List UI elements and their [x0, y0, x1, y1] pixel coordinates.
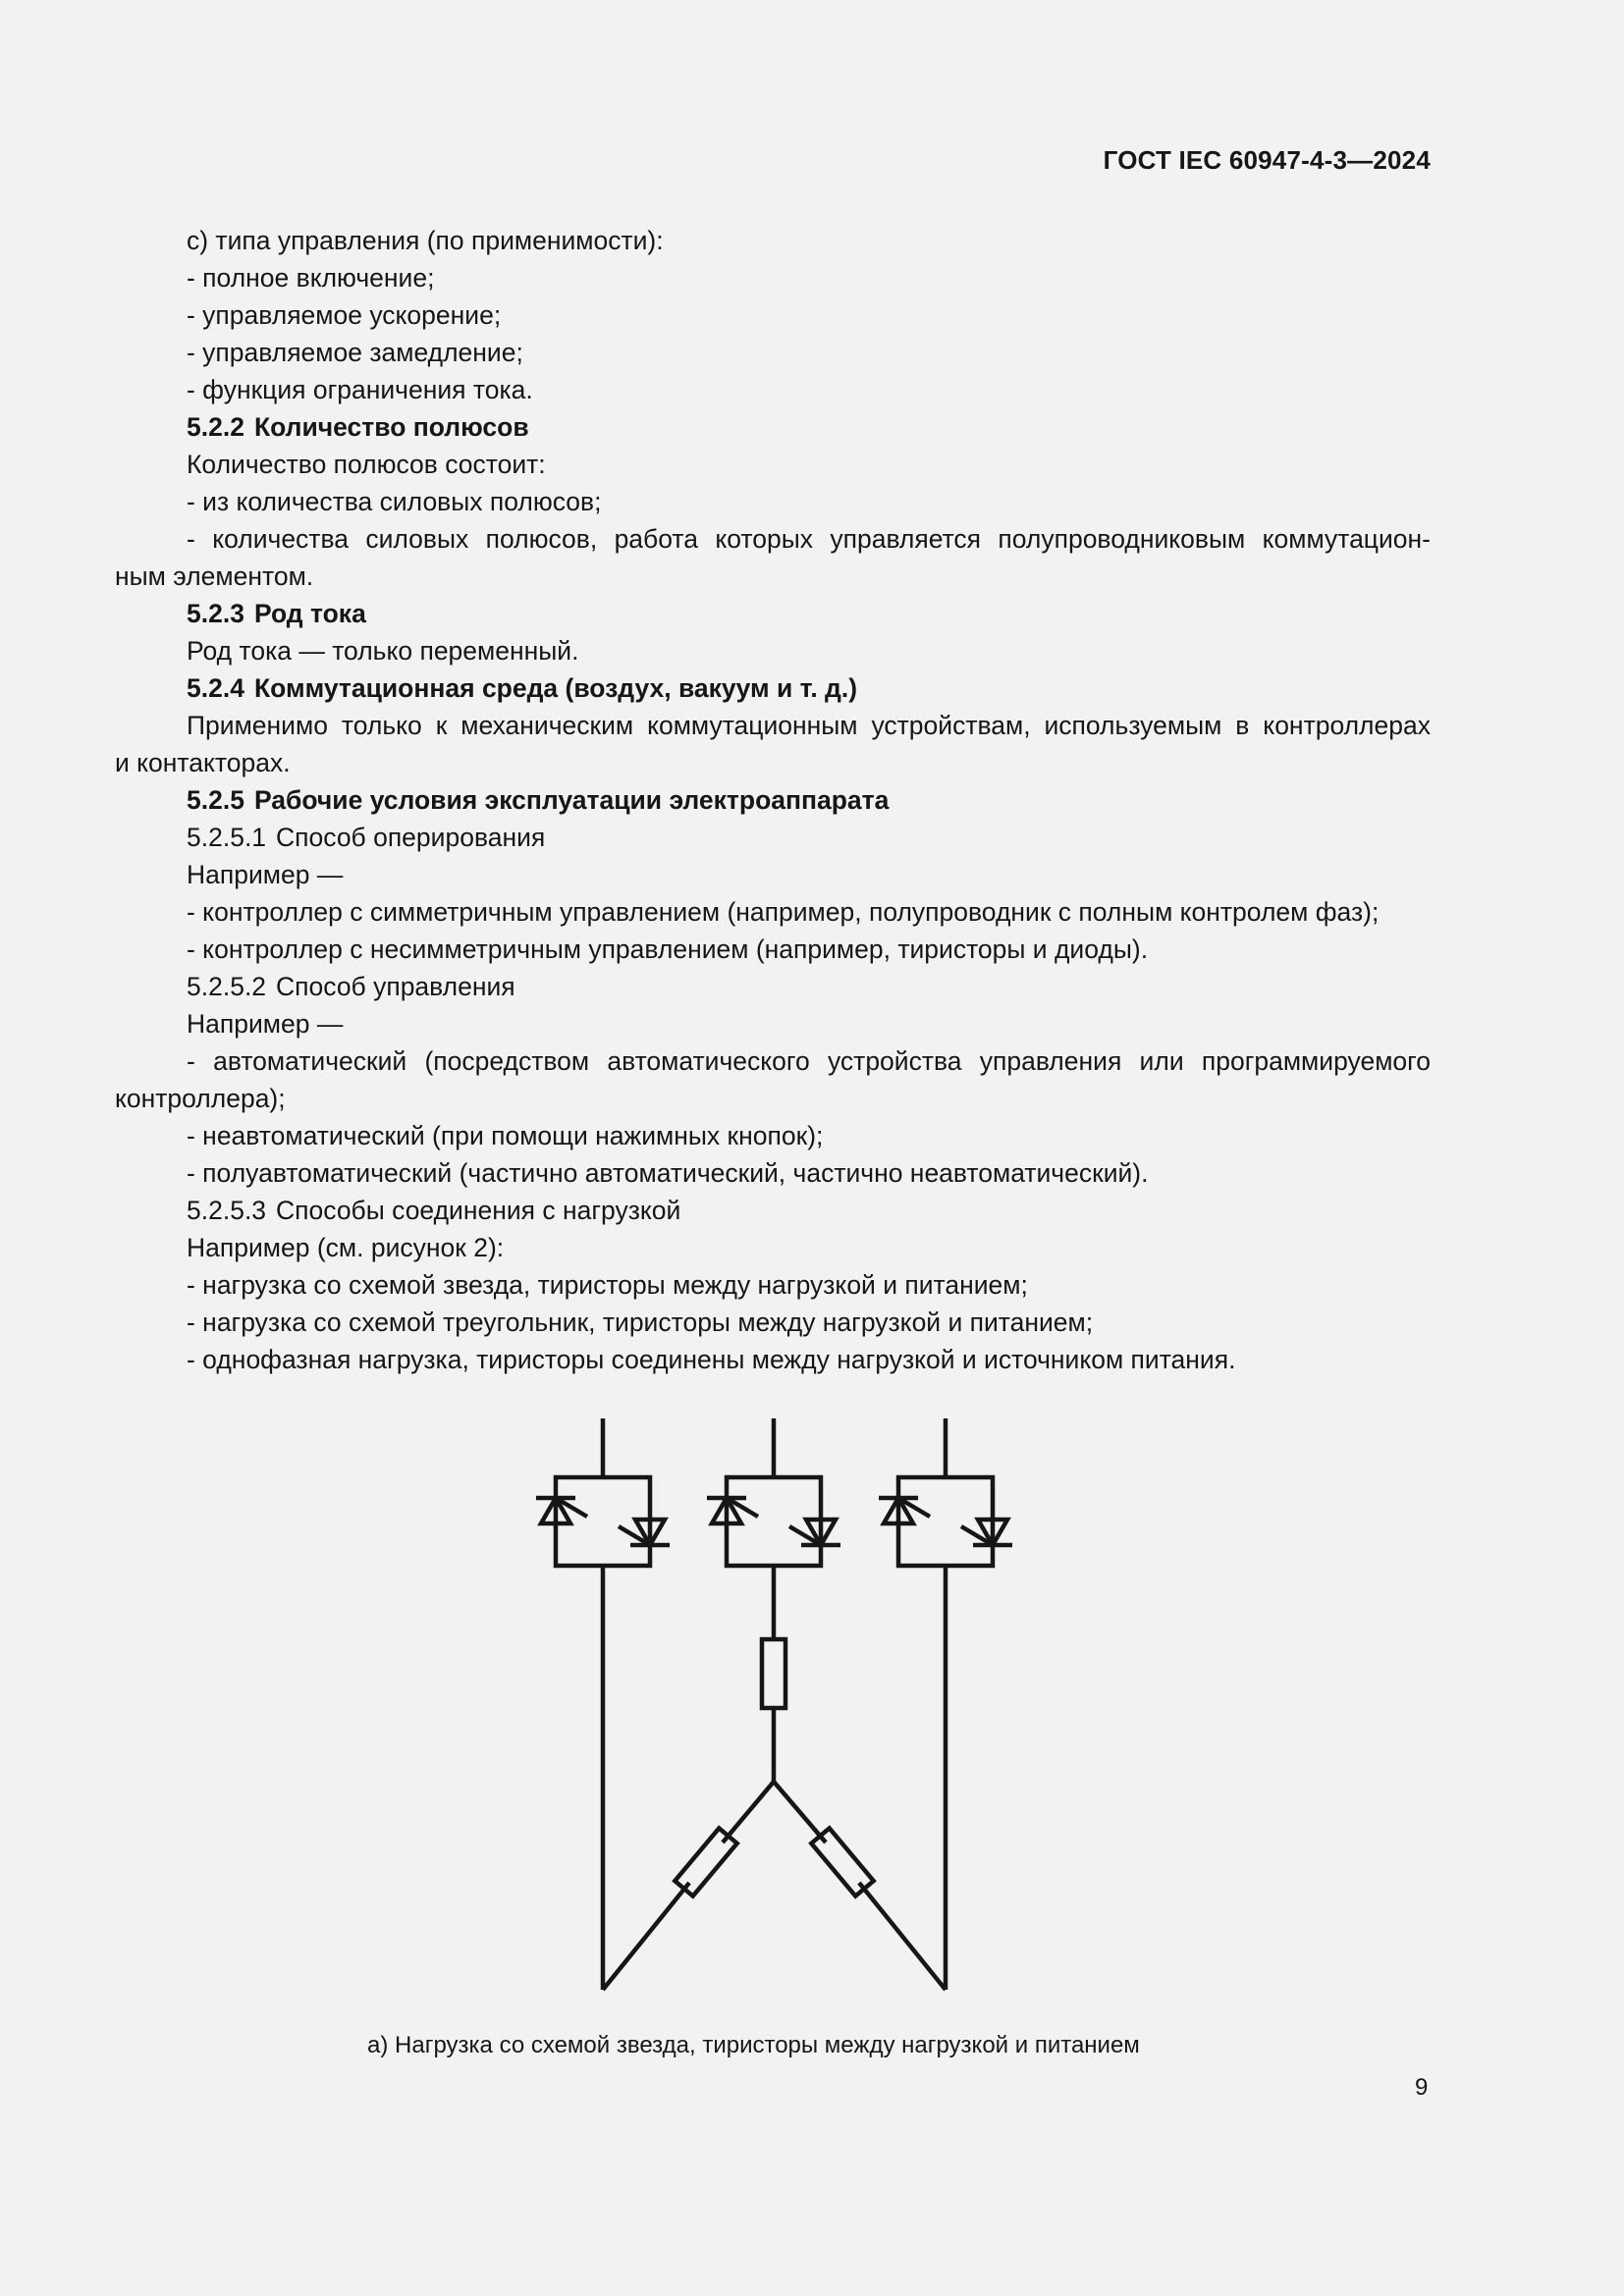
- list-item: - количества силовых полюсов, работа которых управляется полупроводниковым коммутацион-: [187, 524, 1431, 554]
- figure-star-connection: [511, 1404, 1041, 2002]
- paragraph: Количество полюсов состоит:: [187, 450, 546, 479]
- document-code: ГОСТ IEC 60947-4-3—2024: [1103, 145, 1431, 175]
- section-number: 5.2.5.1: [187, 823, 267, 852]
- list-item: - автоматический (посредством автоматического устройства управления или программируемого: [187, 1046, 1431, 1076]
- section-number: 5.2.4: [187, 673, 244, 703]
- list-item: - из количества силовых полюсов;: [187, 487, 602, 516]
- section-title: Рабочие условия эксплуатации электроаппарата: [253, 785, 890, 815]
- wire-star-left-lower: [603, 1883, 689, 1990]
- paragraph: Например (см. рисунок 2):: [187, 1233, 505, 1262]
- section-title: Способ управления: [276, 972, 515, 1001]
- subsection-heading-5-2-5-1: [115, 819, 1431, 856]
- circuit-diagram: [511, 1404, 1041, 2002]
- paragraph: Применимо только к механическим коммутационным устройствам, используемым в контроллерах: [187, 711, 1431, 740]
- section-title: Способы соединения с нагрузкой: [276, 1196, 681, 1225]
- thyristor-pair-right: [879, 1418, 1012, 1585]
- page-number: 9: [1415, 2074, 1429, 2101]
- list-item-continuation: контроллера);: [115, 1084, 286, 1113]
- section-heading-5-2-4: [115, 669, 1431, 707]
- section-heading-5-2-3: [115, 595, 1431, 632]
- wire-star-right: [774, 1782, 826, 1842]
- subsection-heading-5-2-5-3: [115, 1192, 1431, 1229]
- subsection-heading-5-2-5-2: [115, 968, 1431, 1005]
- section-title: Способ оперирования: [276, 823, 546, 852]
- list-item: - контроллер с симметричным управлением (например, полупроводник с полным контролем фаз);: [187, 897, 1380, 927]
- paragraph: Например —: [187, 860, 344, 889]
- paragraph: Например —: [187, 1009, 344, 1039]
- list-item: - полуавтоматический (частично автоматический, частично неавтоматический).: [187, 1158, 1149, 1188]
- resistor-center: [762, 1639, 785, 1708]
- section-title: Количество полюсов: [253, 412, 529, 442]
- body-text: [115, 222, 1431, 1378]
- paragraph-continuation: и контакторах.: [115, 748, 291, 777]
- list-item: - функция ограничения тока.: [187, 375, 533, 404]
- list-item-continuation: ным элементом.: [115, 561, 314, 591]
- thyristor-pair-center: [707, 1418, 840, 1585]
- figure-caption: а) Нагрузка со схемой звезда, тиристоры между нагрузкой и питанием: [367, 2032, 1140, 2058]
- list-item: c) типа управления (по применимости):: [187, 226, 664, 255]
- list-item: - неавтоматический (при помощи нажимных кнопок);: [187, 1121, 824, 1150]
- wire-star-left: [723, 1782, 774, 1842]
- section-number: 5.2.2: [187, 412, 244, 442]
- list-item: - управляемое замедление;: [187, 338, 523, 367]
- list-item: - однофазная нагрузка, тиристоры соединены между нагрузкой и источником питания.: [187, 1345, 1236, 1374]
- list-item: - полное включение;: [187, 263, 435, 293]
- paragraph: Род тока — только переменный.: [187, 636, 579, 666]
- wire-star-right-lower: [859, 1883, 946, 1990]
- thyristor-pair-left: [536, 1418, 670, 1585]
- section-title: Род тока: [253, 599, 366, 628]
- section-number: 5.2.3: [187, 599, 244, 628]
- list-item: - управляемое ускорение;: [187, 300, 502, 330]
- section-title: Коммутационная среда (воздух, вакуум и т. д.): [253, 673, 858, 703]
- section-number: 5.2.5.3: [187, 1196, 267, 1225]
- list-item: - контроллер с несимметричным управлением (например, тиристоры и диоды).: [187, 934, 1149, 964]
- section-heading-5-2-2: [115, 408, 1431, 446]
- section-number: 5.2.5.2: [187, 972, 267, 1001]
- section-heading-5-2-5: [115, 781, 1431, 819]
- section-number: 5.2.5: [187, 785, 244, 815]
- list-item: - нагрузка со схемой треугольник, тиристоры между нагрузкой и питанием;: [187, 1308, 1094, 1337]
- list-item: - нагрузка со схемой звезда, тиристоры между нагрузкой и питанием;: [187, 1270, 1028, 1300]
